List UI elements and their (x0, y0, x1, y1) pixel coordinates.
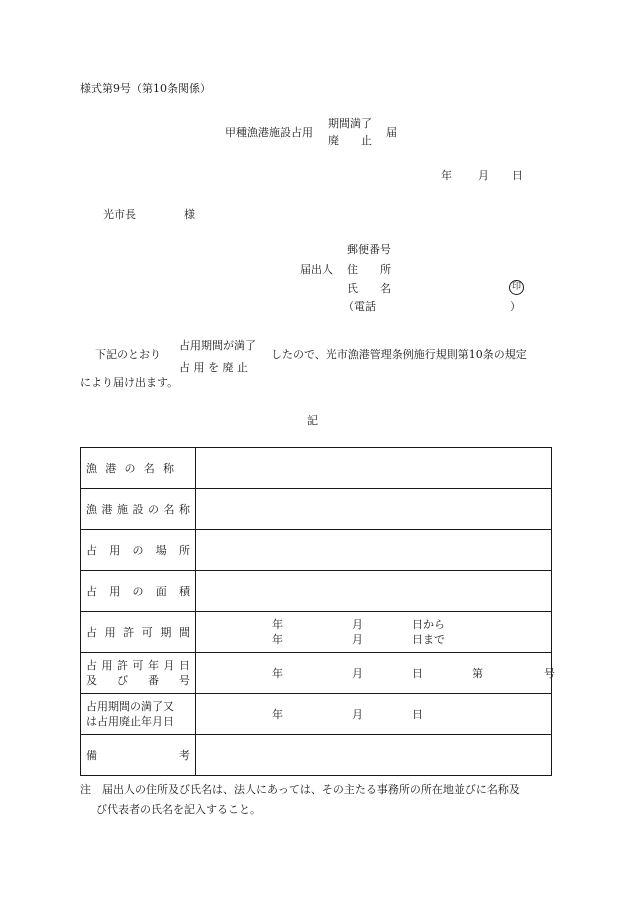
body-line2: により届け出ます。 (80, 376, 179, 389)
row-label-remarks: 備 考 (81, 735, 196, 776)
row-label-permit-date-number: 占 用 許 可 年 月 日 及 び 番 号 (81, 653, 196, 694)
ki-heading: 記 (307, 414, 318, 427)
table-row (81, 448, 552, 489)
table-row (81, 694, 552, 735)
table-row (81, 612, 552, 653)
note-line1: 注 届出人の住所及び氏名は、法人にあっては、その主たる事務所の所在地並びに名称及 (80, 783, 520, 796)
applicant-postal-label: 郵便番号 (347, 243, 391, 256)
row-label-facility-name: 漁 港 施 設 の 名 称 (81, 489, 196, 530)
permit-period-cell[interactable]: 年 月 日から 年 月 日まで (196, 612, 552, 653)
fishing-port-table (80, 447, 555, 776)
form-title-prefix: 甲種漁港施設占用 (225, 126, 313, 139)
date-month: 月 (478, 169, 489, 182)
date-day: 日 (512, 169, 523, 182)
form-title-suffix: 届 (386, 126, 397, 139)
form-number: 様式第9号（第10条関係） (80, 82, 211, 95)
row-label-area: 占 用 の 面 積 (81, 571, 196, 612)
table-row (81, 653, 552, 694)
area-cell[interactable] (196, 571, 552, 612)
row-label-location: 占 用 の 場 所 (81, 530, 196, 571)
row-label-port-name: 漁 港 の 名 称 (81, 448, 196, 489)
body-option-expiry: 占用期間が満了 (179, 339, 256, 352)
title-option-abolish: 廃 止 (328, 134, 372, 147)
seal-icon: 印 (509, 279, 524, 295)
date-year: 年 (441, 169, 452, 182)
permit-date-number-cell[interactable]: 年 月 日 第 号 (196, 653, 552, 694)
applicant-phone-close: ） (510, 300, 521, 313)
title-option-expiry: 期間満了 (328, 117, 372, 130)
table-row (81, 735, 552, 776)
note-line2: び代表者の氏名を記入すること。 (96, 803, 261, 816)
addressee-name: 光市長 (103, 208, 136, 221)
location-cell[interactable] (196, 530, 552, 571)
table-row (81, 489, 552, 530)
addressee-honorific: 様 (184, 208, 195, 221)
body-option-abolish: 占 用 を 廃 止 (179, 361, 248, 374)
facility-name-cell[interactable] (196, 489, 552, 530)
applicant-label: 届出人 (300, 263, 333, 276)
row-label-expiry-date: 占用期間の満了又 は占用廃止年月日 (81, 694, 196, 735)
applicant-phone-label: （電話 (343, 300, 376, 313)
form-title-options (328, 115, 372, 149)
table-row (81, 530, 552, 571)
expiry-date-cell[interactable]: 年 月 日 (196, 694, 552, 735)
port-name-cell[interactable] (196, 448, 552, 489)
applicant-name-label: 氏 名 (347, 282, 391, 295)
body-options (179, 335, 256, 379)
body-lead: 下記のとおり (95, 348, 161, 361)
body-rest: したので、光市漁港管理条例施行規則第10条の規定 (271, 348, 527, 361)
table-row (81, 571, 552, 612)
applicant-address-label: 住 所 (347, 263, 391, 276)
remarks-cell[interactable] (196, 735, 552, 776)
row-label-permit-period: 占 用 許 可 期 間 (81, 612, 196, 653)
